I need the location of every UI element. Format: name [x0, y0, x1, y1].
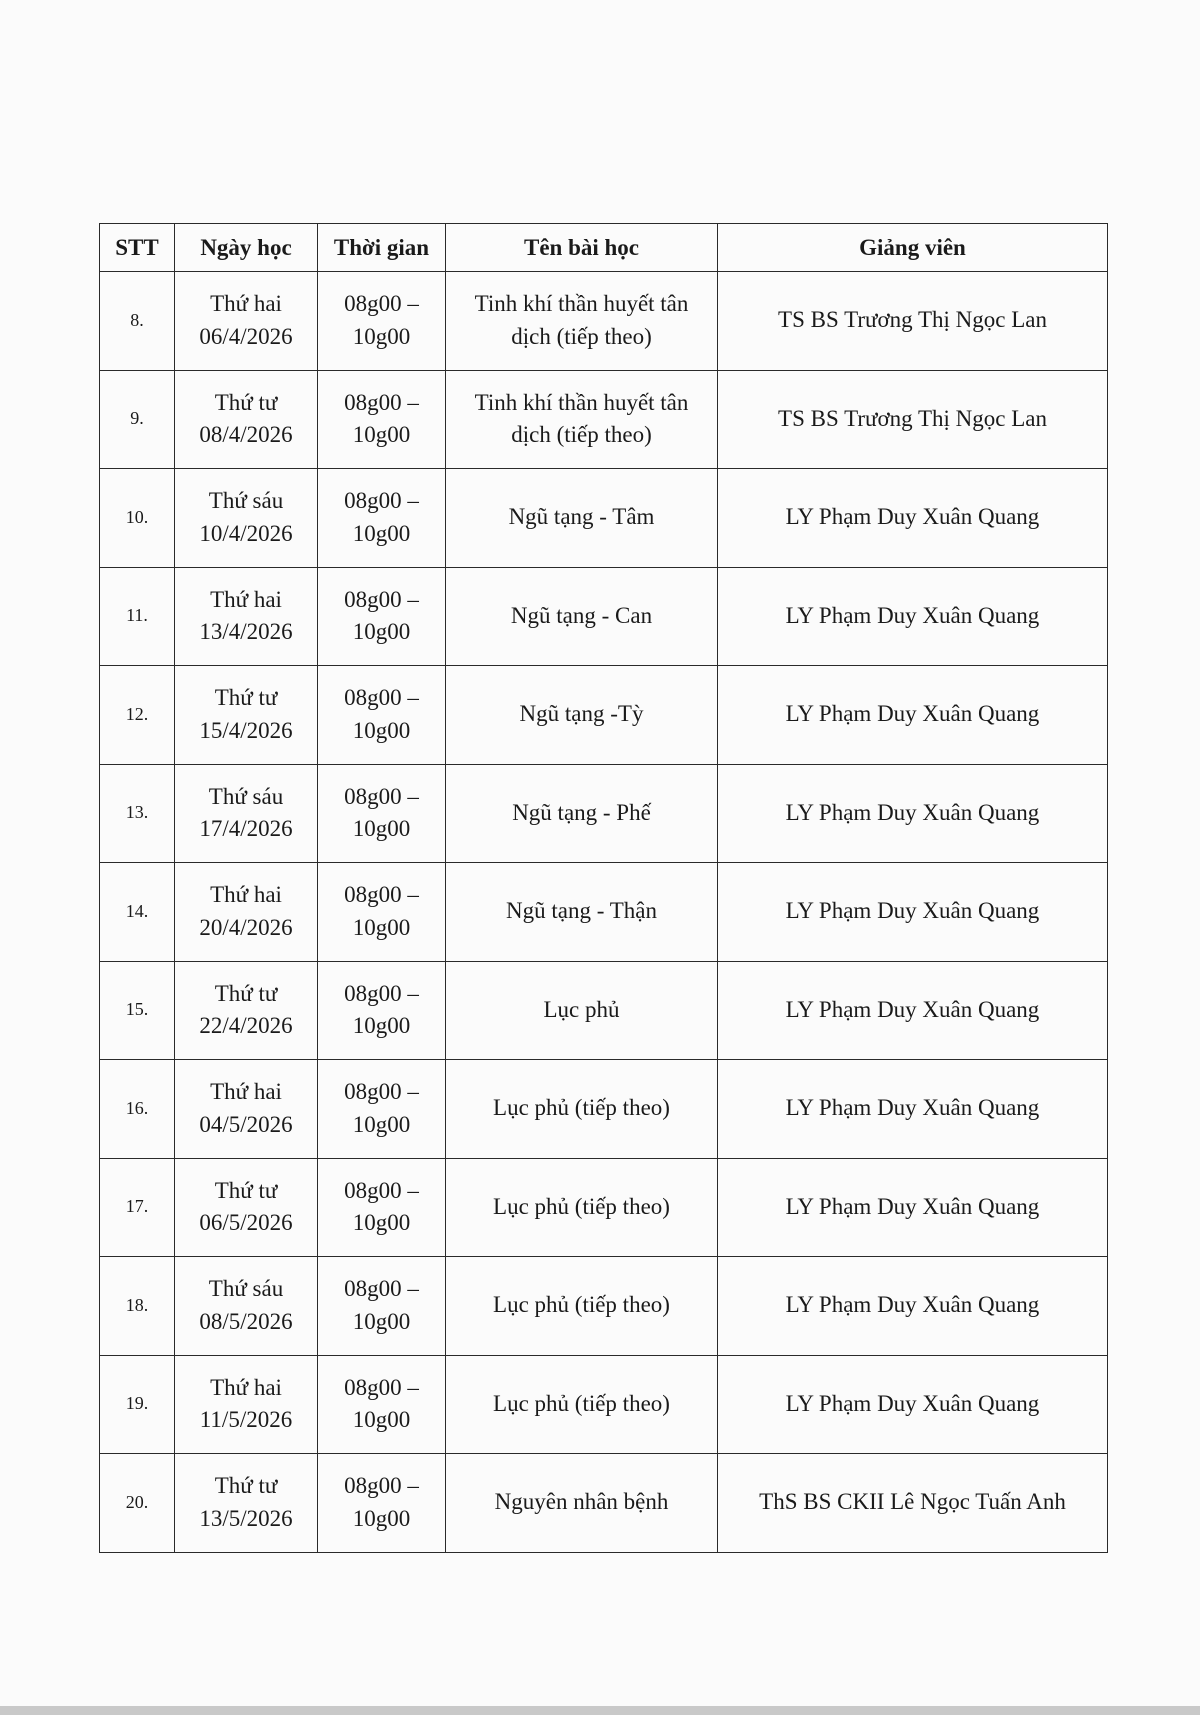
- lesson-text: Ngũ tạng - Tâm: [508, 504, 655, 530]
- table-row: [100, 1454, 1108, 1553]
- time-start-text: 08g00 –: [344, 389, 419, 415]
- header-time: Thời gian: [318, 224, 446, 272]
- cell-date: [175, 1257, 318, 1356]
- weekday-text: Thứ tư: [214, 1177, 278, 1203]
- cell-stt: 18.: [100, 1257, 175, 1356]
- time-end-text: 10g00: [352, 1013, 411, 1039]
- header-stt: STT: [100, 224, 175, 272]
- cell-stt: 20.: [100, 1454, 175, 1553]
- cell-time: [318, 1257, 446, 1356]
- weekday-text: Thứ tư: [214, 685, 278, 711]
- table-row: [100, 567, 1108, 666]
- cell-date: [175, 863, 318, 962]
- lecturer-text: LY Phạm Duy Xuân Quang: [785, 602, 1040, 628]
- cell-lecturer: [718, 961, 1108, 1060]
- weekday-text: Thứ sáu: [208, 783, 284, 809]
- time-end-text: 10g00: [352, 914, 411, 940]
- weekday-text: Thứ hai: [210, 586, 282, 612]
- cell-stt: 17.: [100, 1158, 175, 1257]
- header-lesson: Tên bài học: [446, 224, 718, 272]
- header-date: Ngày học: [175, 224, 318, 272]
- cell-stt: 10.: [100, 469, 175, 568]
- time-end-text: 10g00: [352, 619, 411, 645]
- cell-lecturer: [718, 469, 1108, 568]
- weekday-text: Thứ hai: [210, 1374, 282, 1400]
- cell-time: [318, 863, 446, 962]
- time-start-text: 08g00 –: [344, 1079, 419, 1105]
- schedule-table: [99, 223, 1108, 1553]
- cell-date: [175, 961, 318, 1060]
- cell-lesson: [446, 961, 718, 1060]
- time-start-text: 08g00 –: [344, 291, 419, 317]
- lesson-text: Ngũ tạng - Can: [510, 602, 653, 628]
- table-header-row: [100, 224, 1108, 272]
- date-text: 11/5/2026: [199, 1407, 293, 1433]
- lecturer-text: LY Phạm Duy Xuân Quang: [785, 898, 1040, 924]
- time-end-text: 10g00: [352, 1308, 411, 1334]
- table-row: [100, 863, 1108, 962]
- lecturer-text: LY Phạm Duy Xuân Quang: [785, 1390, 1040, 1416]
- cell-time: [318, 1355, 446, 1454]
- date-text: 15/4/2026: [199, 717, 293, 743]
- time-start-text: 08g00 –: [344, 1276, 419, 1302]
- lesson-text: Lục phủ (tiếp theo): [493, 1292, 670, 1318]
- weekday-text: Thứ tư: [214, 980, 278, 1006]
- lecturer-text: TS BS Trương Thị Ngọc Lan: [778, 307, 1047, 333]
- lesson-text: Lục phủ (tiếp theo): [493, 1095, 670, 1121]
- lesson-text: Ngũ tạng - Phế: [512, 799, 651, 825]
- cell-lecturer: [718, 764, 1108, 863]
- time-start-text: 08g00 –: [344, 1374, 419, 1400]
- time-end-text: 10g00: [352, 717, 411, 743]
- time-end-text: 10g00: [352, 323, 411, 349]
- cell-lesson: [446, 1257, 718, 1356]
- weekday-text: Thứ tư: [214, 389, 278, 415]
- date-text: 13/5/2026: [199, 1505, 293, 1531]
- cell-time: [318, 469, 446, 568]
- time-start-text: 08g00 –: [344, 783, 419, 809]
- time-end-text: 10g00: [352, 422, 411, 448]
- time-start-text: 08g00 –: [344, 685, 419, 711]
- cell-date: [175, 764, 318, 863]
- date-text: 13/4/2026: [199, 619, 293, 645]
- cell-lesson: [446, 1060, 718, 1159]
- cell-stt: 11.: [100, 567, 175, 666]
- lesson-text: Ngũ tạng - Thận: [506, 898, 657, 924]
- cell-lesson: [446, 764, 718, 863]
- lesson-text: Lục phủ: [543, 996, 620, 1022]
- cell-time: [318, 1060, 446, 1159]
- weekday-text: Thứ hai: [210, 882, 282, 908]
- lesson-text: Ngũ tạng -Tỳ: [519, 701, 644, 727]
- cell-lecturer: [718, 1060, 1108, 1159]
- lecturer-text: LY Phạm Duy Xuân Quang: [785, 1193, 1040, 1219]
- cell-date: [175, 1158, 318, 1257]
- cell-stt: 12.: [100, 666, 175, 765]
- date-text: 17/4/2026: [199, 816, 293, 842]
- lesson-text: Tinh khí thần huyết tân: [474, 291, 689, 317]
- cell-date: [175, 272, 318, 371]
- table-row: [100, 764, 1108, 863]
- weekday-text: Thứ hai: [210, 1079, 282, 1105]
- cell-lesson: [446, 1158, 718, 1257]
- cell-lesson: [446, 666, 718, 765]
- cell-date: [175, 469, 318, 568]
- date-text: 06/4/2026: [199, 323, 293, 349]
- cell-stt: 15.: [100, 961, 175, 1060]
- cell-time: [318, 272, 446, 371]
- cell-lecturer: [718, 1454, 1108, 1553]
- header-lecturer: Giảng viên: [718, 224, 1108, 272]
- cell-lesson: [446, 469, 718, 568]
- time-end-text: 10g00: [352, 1407, 411, 1433]
- lecturer-text: LY Phạm Duy Xuân Quang: [785, 1095, 1040, 1121]
- lecturer-text: LY Phạm Duy Xuân Quang: [785, 996, 1040, 1022]
- time-start-text: 08g00 –: [344, 488, 419, 514]
- cell-lecturer: [718, 370, 1108, 469]
- lecturer-text: TS BS Trương Thị Ngọc Lan: [778, 405, 1047, 431]
- date-text: 04/5/2026: [199, 1111, 293, 1137]
- table-body: [100, 272, 1108, 1553]
- cell-date: [175, 1060, 318, 1159]
- time-start-text: 08g00 –: [344, 882, 419, 908]
- weekday-text: Thứ hai: [210, 291, 282, 317]
- cell-date: [175, 370, 318, 469]
- weekday-text: Thứ sáu: [208, 488, 284, 514]
- cell-time: [318, 1158, 446, 1257]
- table-row: [100, 1355, 1108, 1454]
- lecturer-text: LY Phạm Duy Xuân Quang: [785, 701, 1040, 727]
- table-row: [100, 961, 1108, 1060]
- lesson-text-continued: dịch (tiếp theo): [511, 323, 652, 349]
- cell-stt: 14.: [100, 863, 175, 962]
- lesson-text: Lục phủ (tiếp theo): [493, 1193, 670, 1219]
- cell-lesson: [446, 272, 718, 371]
- cell-time: [318, 961, 446, 1060]
- time-end-text: 10g00: [352, 520, 411, 546]
- cell-lecturer: [718, 272, 1108, 371]
- cell-time: [318, 1454, 446, 1553]
- weekday-text: Thứ tư: [214, 1473, 278, 1499]
- table-row: [100, 370, 1108, 469]
- scan-bottom-edge: [0, 1706, 1200, 1715]
- cell-stt: 19.: [100, 1355, 175, 1454]
- time-end-text: 10g00: [352, 1210, 411, 1236]
- table-row: [100, 666, 1108, 765]
- date-text: 22/4/2026: [199, 1013, 293, 1039]
- cell-lecturer: [718, 1257, 1108, 1356]
- cell-time: [318, 764, 446, 863]
- cell-lecturer: [718, 1158, 1108, 1257]
- cell-lecturer: [718, 1355, 1108, 1454]
- lesson-text: Tinh khí thần huyết tân: [474, 389, 689, 415]
- cell-date: [175, 1454, 318, 1553]
- cell-stt: 16.: [100, 1060, 175, 1159]
- lesson-text: Nguyên nhân bệnh: [494, 1489, 669, 1515]
- table-row: [100, 1257, 1108, 1356]
- lecturer-text: ThS BS CKII Lê Ngọc Tuấn Anh: [759, 1489, 1066, 1515]
- weekday-text: Thứ sáu: [208, 1276, 284, 1302]
- cell-lesson: [446, 1454, 718, 1553]
- date-text: 08/4/2026: [199, 422, 293, 448]
- cell-stt: 13.: [100, 764, 175, 863]
- cell-lesson: [446, 863, 718, 962]
- time-end-text: 10g00: [352, 1111, 411, 1137]
- time-start-text: 08g00 –: [344, 586, 419, 612]
- cell-lesson: [446, 370, 718, 469]
- time-end-text: 10g00: [352, 816, 411, 842]
- cell-time: [318, 567, 446, 666]
- cell-date: [175, 666, 318, 765]
- lecturer-text: LY Phạm Duy Xuân Quang: [785, 1292, 1040, 1318]
- date-text: 08/5/2026: [199, 1308, 293, 1334]
- lecturer-text: LY Phạm Duy Xuân Quang: [785, 504, 1040, 530]
- cell-date: [175, 1355, 318, 1454]
- table-row: [100, 1060, 1108, 1159]
- date-text: 20/4/2026: [199, 914, 293, 940]
- lecturer-text: LY Phạm Duy Xuân Quang: [785, 799, 1040, 825]
- cell-lecturer: [718, 666, 1108, 765]
- time-start-text: 08g00 –: [344, 980, 419, 1006]
- table-row: [100, 469, 1108, 568]
- cell-time: [318, 666, 446, 765]
- cell-stt: 9.: [100, 370, 175, 469]
- time-start-text: 08g00 –: [344, 1473, 419, 1499]
- table-row: [100, 272, 1108, 371]
- cell-lecturer: [718, 863, 1108, 962]
- date-text: 10/4/2026: [199, 520, 293, 546]
- cell-lesson: [446, 1355, 718, 1454]
- cell-time: [318, 370, 446, 469]
- lesson-text: Lục phủ (tiếp theo): [493, 1390, 670, 1416]
- cell-lecturer: [718, 567, 1108, 666]
- lesson-text-continued: dịch (tiếp theo): [511, 422, 652, 448]
- cell-stt: 8.: [100, 272, 175, 371]
- cell-lesson: [446, 567, 718, 666]
- table-row: [100, 1158, 1108, 1257]
- date-text: 06/5/2026: [199, 1210, 293, 1236]
- cell-date: [175, 567, 318, 666]
- time-start-text: 08g00 –: [344, 1177, 419, 1203]
- time-end-text: 10g00: [352, 1505, 411, 1531]
